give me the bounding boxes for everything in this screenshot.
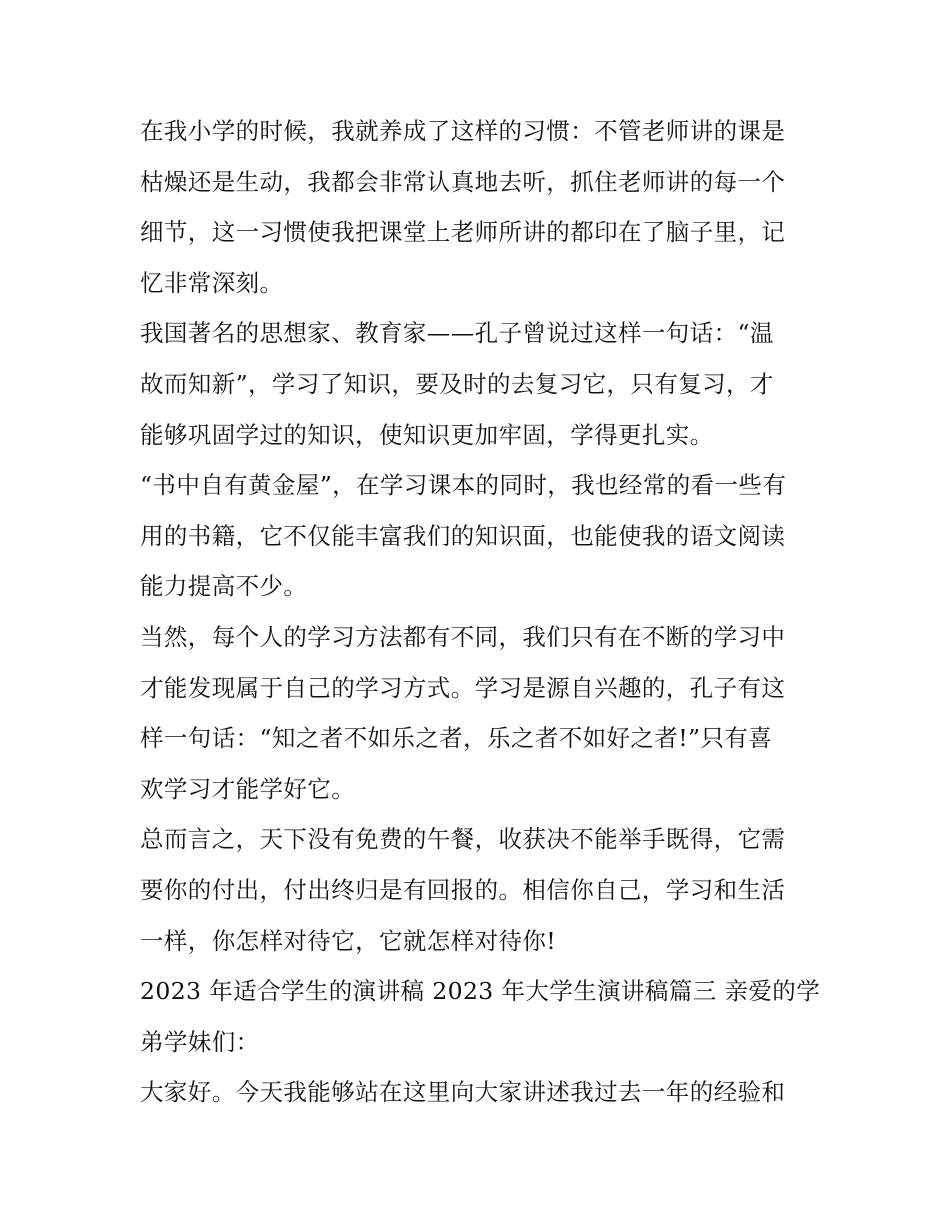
paragraph-conclusion [140, 814, 820, 966]
paragraph-learning-methods [140, 612, 820, 814]
text-line: “书中自有黄金屋”，在学习课本的同时，我也经常的看一些有 [140, 471, 787, 500]
text-line: 总而言之，天下没有免费的午餐，收获决不能举手既得，它需 [140, 825, 786, 854]
paragraph-greeting [140, 1067, 820, 1118]
text-line: 要你的付出，付出终归是有回报的。相信你自己，学习和生活 [140, 875, 786, 904]
text-line: 我国著名的思想家、教育家——孔子曾说过这样一句话：“温 [140, 319, 774, 348]
text-line: 忆非常深刻。 [140, 268, 284, 297]
document-body [140, 106, 820, 1118]
text-line: 故而知新”，学习了知识，要及时的去复习它，只有复习，才 [140, 369, 774, 398]
text-line: 一样，你怎样对待它，它就怎样对待你! [140, 926, 557, 955]
text-line: 当然，每个人的学习方法都有不同，我们只有在不断的学习中 [140, 622, 786, 651]
text-line: 枯燥还是生动，我都会非常认真地去听，抓住老师讲的每一个 [140, 167, 786, 196]
text-line: 大家好。今天我能够站在这里向大家讲述我过去一年的经验和 [140, 1078, 786, 1107]
paragraph-section-heading [140, 966, 820, 1067]
text-line: 才能发现属于自己的学习方式。学习是源自兴趣的，孔子有这 [140, 673, 786, 702]
text-line: 能够巩固学过的知识，使知识更加牢固，学得更扎实。 [140, 420, 714, 449]
text-line: 用的书籍，它不仅能丰富我们的知识面，也能使我的语文阅读 [140, 521, 786, 550]
text-line: 能力提高不少。 [140, 572, 308, 601]
text-line: 在我小学的时候，我就养成了这样的习惯：不管老师讲的课是 [140, 117, 786, 145]
paragraph-reading-books [140, 460, 820, 612]
paragraph-study-habit [140, 106, 820, 308]
text-line: 细节，这一习惯使我把课堂上老师所讲的都印在了脑子里，记 [140, 218, 786, 247]
text-line: 2023 年适合学生的演讲稿 2023 年大学生演讲稿篇三 亲爱的学 [140, 977, 821, 1006]
paragraph-confucius-review [140, 308, 820, 460]
text-line: 样一句话：“知之者不如乐之者，乐之者不如好之者!”只有喜 [140, 724, 773, 753]
text-line: 欢学习才能学好它。 [140, 774, 356, 803]
text-line: 弟学妹们： [140, 1027, 260, 1056]
